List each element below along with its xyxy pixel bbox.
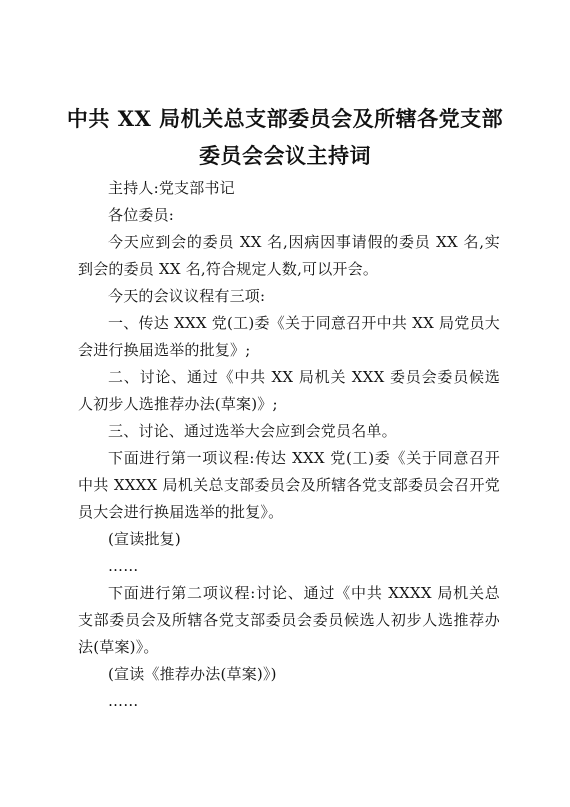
document-body <box>78 175 500 715</box>
host-line: 主持人:党支部书记 <box>108 179 235 197</box>
agenda-item-3: 三、讨论、通过选举大会应到会党员名单。 <box>108 422 397 440</box>
agenda-item-1: 一、传达 XXX 党(工)委《关于同意召开中共 XX 局党员大会进行换届选举的批复》; <box>78 314 500 359</box>
read-method-note: (宣读《推荐办法(草案)》) <box>108 665 277 683</box>
second-agenda-paragraph: 下面进行第二项议程:讨论、通过《中共 XXXX 局机关总支部委员会及所辖各党支部委员会委员候选人初步人选推荐办法(草案)》。 <box>78 584 500 656</box>
first-agenda-paragraph: 下面进行第一项议程:传达 XXX 党(工)委《关于同意召开中共 XXXX 局机关总支部委员会及所辖各党支部委员会召开党员大会进行换届选举的批复》。 <box>78 449 500 521</box>
ellipsis-2: …… <box>108 692 139 710</box>
ellipsis-1: …… <box>108 557 139 575</box>
attendance-paragraph: 今天应到会的委员 XX 名,因病因事请假的委员 XX 名,实到会的委员 XX 名,符合规定人数,可以开会。 <box>78 233 500 278</box>
document-title-line-1: 中共 XX 局机关总支部委员会及所辖各党支部 <box>66 106 504 131</box>
document-title-line-2: 委员会会议主持词 <box>199 143 371 168</box>
read-approval-note: (宣读批复) <box>108 530 181 548</box>
salutation: 各位委员: <box>108 206 175 224</box>
agenda-item-2: 二、讨论、通过《中共 XX 局机关 XXX 委员会委员候选人初步人选推荐办法(草案)》; <box>78 368 500 413</box>
agenda-intro: 今天的会议议程有三项: <box>108 287 266 305</box>
